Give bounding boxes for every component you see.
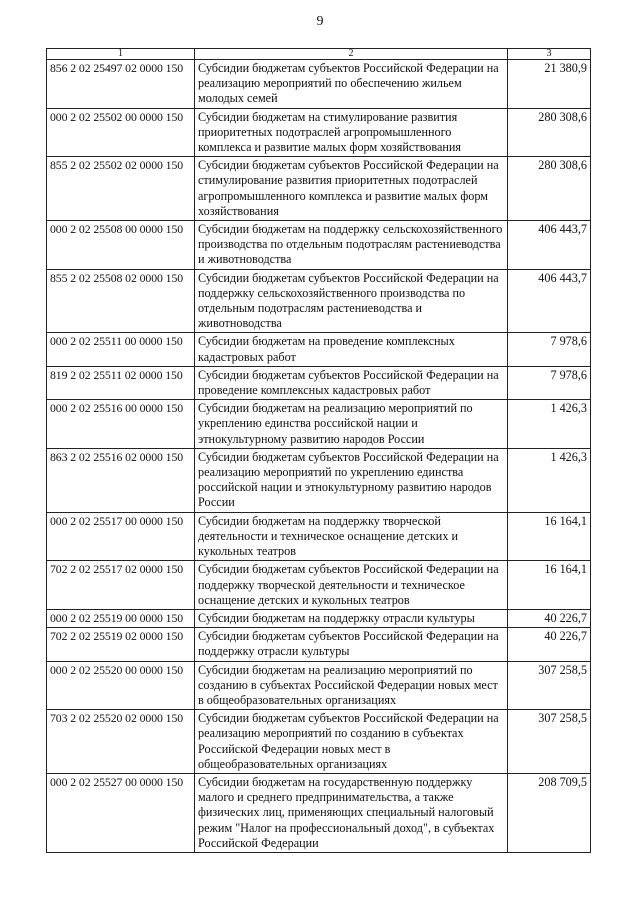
budget-code: 000 2 02 25508 00 0000 150 <box>47 221 195 270</box>
table-row <box>47 157 591 221</box>
budget-code: 863 2 02 25516 02 0000 150 <box>47 448 195 512</box>
table-row <box>47 710 591 774</box>
row-description: Субсидии бюджетам субъектов Российской Федерации на поддержку творческой деятельности и техническое оснащение детских и кукольных театров <box>195 561 508 610</box>
budget-code: 855 2 02 25502 02 0000 150 <box>47 157 195 221</box>
row-description: Субсидии бюджетам на проведение комплексных кадастровых работ <box>195 333 508 366</box>
row-description: Субсидии бюджетам субъектов Российской Федерации на поддержку сельскохозяйственного производства по отдельным подотраслям растениеводства и животноводства <box>195 269 508 333</box>
row-amount: 7 978,6 <box>508 366 591 399</box>
row-description: Субсидии бюджетам субъектов Российской Федерации на реализацию мероприятий по обеспечению жильем молодых семей <box>195 60 508 109</box>
budget-code: 000 2 02 25520 00 0000 150 <box>47 661 195 710</box>
row-description: Субсидии бюджетам на поддержку сельскохозяйственного производства по отдельным подотраслям растениеводства и животноводства <box>195 221 508 270</box>
row-description: Субсидии бюджетам на поддержку творческой деятельности и техническое оснащение детских и кукольных театров <box>195 512 508 561</box>
table-row <box>47 448 591 512</box>
row-amount: 307 258,5 <box>508 661 591 710</box>
table-row <box>47 661 591 710</box>
table-row <box>47 60 591 109</box>
row-description: Субсидии бюджетам на государственную поддержку малого и среднего предпринимательства, а также физических лиц, применяющих специальный налоговый режим "Налог на профессиональный доход", в субъектах Российской Федерации <box>195 773 508 852</box>
column-number-row <box>47 49 591 60</box>
budget-code: 855 2 02 25508 02 0000 150 <box>47 269 195 333</box>
table-row <box>47 628 591 661</box>
row-amount: 307 258,5 <box>508 710 591 774</box>
row-description: Субсидии бюджетам на поддержку отрасли культуры <box>195 609 508 627</box>
budget-code: 703 2 02 25520 02 0000 150 <box>47 710 195 774</box>
row-description: Субсидии бюджетам на стимулирование развития приоритетных подотраслей агропромышленного комплекса и развитие малых форм хозяйствования <box>195 108 508 157</box>
budget-code: 702 2 02 25517 02 0000 150 <box>47 561 195 610</box>
table-row <box>47 512 591 561</box>
column-number-3: 3 <box>508 49 591 60</box>
budget-code: 000 2 02 25517 00 0000 150 <box>47 512 195 561</box>
budget-code: 000 2 02 25502 00 0000 150 <box>47 108 195 157</box>
budget-code: 856 2 02 25497 02 0000 150 <box>47 60 195 109</box>
row-amount: 406 443,7 <box>508 221 591 270</box>
row-description: Субсидии бюджетам субъектов Российской Федерации на проведение комплексных кадастровых работ <box>195 366 508 399</box>
row-description: Субсидии бюджетам субъектов Российской Федерации на поддержку отрасли культуры <box>195 628 508 661</box>
budget-revenue-table <box>46 48 591 853</box>
budget-code: 000 2 02 25511 00 0000 150 <box>47 333 195 366</box>
row-description: Субсидии бюджетам на реализацию мероприятий по укреплению единства российской нации и этнокультурному развитию народов России <box>195 400 508 449</box>
column-number-2: 2 <box>195 49 508 60</box>
row-amount: 280 308,6 <box>508 157 591 221</box>
table-row <box>47 366 591 399</box>
column-number-1: 1 <box>47 49 195 60</box>
budget-code: 000 2 02 25516 00 0000 150 <box>47 400 195 449</box>
row-amount: 40 226,7 <box>508 628 591 661</box>
row-amount: 40 226,7 <box>508 609 591 627</box>
row-amount: 1 426,3 <box>508 400 591 449</box>
budget-code: 000 2 02 25519 00 0000 150 <box>47 609 195 627</box>
table-row <box>47 333 591 366</box>
table-row <box>47 561 591 610</box>
row-amount: 7 978,6 <box>508 333 591 366</box>
budget-code: 702 2 02 25519 02 0000 150 <box>47 628 195 661</box>
row-description: Субсидии бюджетам субъектов Российской Федерации на реализацию мероприятий по укреплению единства российской нации и этнокультурному развитию народов России <box>195 448 508 512</box>
table-row <box>47 108 591 157</box>
row-description: Субсидии бюджетам субъектов Российской Федерации на реализацию мероприятий по созданию в субъектах Российской Федерации новых мест в общеобразовательных организациях <box>195 710 508 774</box>
table-row <box>47 773 591 852</box>
table-row <box>47 609 591 627</box>
row-amount: 208 709,5 <box>508 773 591 852</box>
row-amount: 21 380,9 <box>508 60 591 109</box>
page-number: 9 <box>316 14 324 29</box>
row-amount: 16 164,1 <box>508 512 591 561</box>
row-amount: 1 426,3 <box>508 448 591 512</box>
row-description: Субсидии бюджетам субъектов Российской Федерации на стимулирование развития приоритетных подотраслей агропромышленного комплекса и развитие малых форм хозяйствования <box>195 157 508 221</box>
row-amount: 406 443,7 <box>508 269 591 333</box>
row-description: Субсидии бюджетам на реализацию мероприятий по созданию в субъектах Российской Федерации новых мест в общеобразовательных организациях <box>195 661 508 710</box>
table-row <box>47 400 591 449</box>
budget-code: 819 2 02 25511 02 0000 150 <box>47 366 195 399</box>
budget-code: 000 2 02 25527 00 0000 150 <box>47 773 195 852</box>
row-amount: 16 164,1 <box>508 561 591 610</box>
row-amount: 280 308,6 <box>508 108 591 157</box>
table-row <box>47 221 591 270</box>
table-row <box>47 269 591 333</box>
